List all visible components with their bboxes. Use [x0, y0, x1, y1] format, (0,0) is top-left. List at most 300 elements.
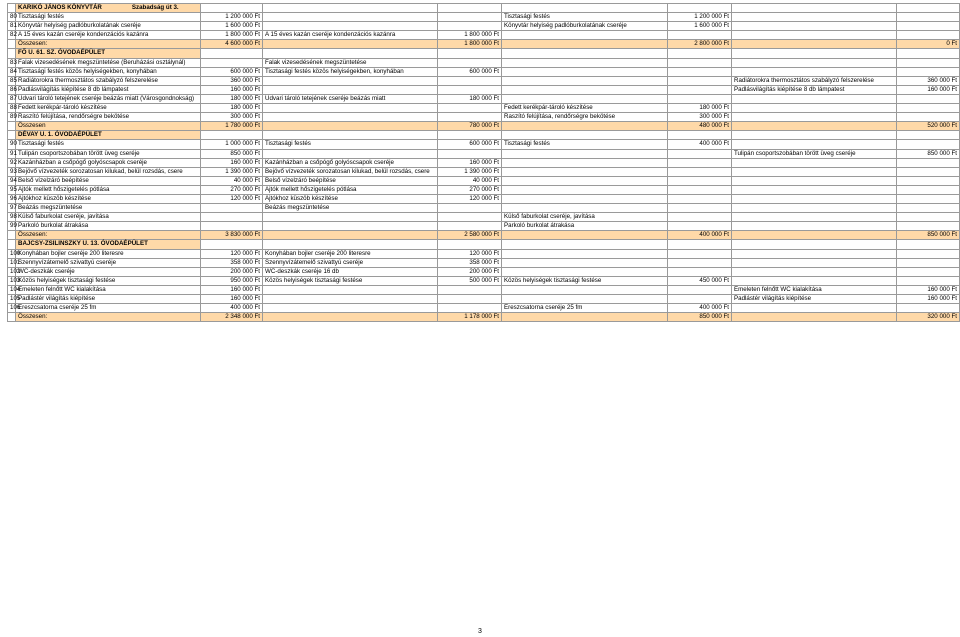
- row-index-cell: [8, 231, 16, 240]
- phase1-amount: 270 000 Ft: [438, 185, 502, 194]
- phase1-description: [263, 304, 438, 313]
- phase1-description: [263, 113, 438, 122]
- row-index-cell: [8, 313, 16, 322]
- phase1-amount: 200 000 Ft: [438, 267, 502, 276]
- phase2-amount: [668, 222, 732, 231]
- phase3-description: [732, 58, 897, 67]
- item-description: Ajtókhoz küszöb készítése: [16, 194, 201, 203]
- phase2-amount: [668, 76, 732, 85]
- phase2-description: [502, 249, 668, 258]
- phase2-amount: [668, 67, 732, 76]
- item-total-amount: 1 000 000 Ft: [201, 140, 263, 149]
- item-total-amount: 40 000 Ft: [201, 176, 263, 185]
- section-title-cell: [16, 49, 201, 58]
- phase2-amount: 1 200 000 Ft: [668, 13, 732, 22]
- phase3-description: [732, 267, 897, 276]
- empty-cell: [263, 4, 438, 13]
- row-number: 84: [8, 67, 16, 76]
- phase3-description: [732, 222, 897, 231]
- section-header-row: [8, 131, 960, 140]
- phase3-amount: [897, 158, 960, 167]
- grand-total-amount: 3 830 000 Ft: [201, 231, 263, 240]
- row-number: 92: [8, 158, 16, 167]
- phase2-description: Közös helyiségek tisztasági festése: [502, 276, 668, 285]
- total-label: Összesen: [16, 122, 201, 131]
- phase3-amount: [897, 94, 960, 103]
- phase3-total-amount: 0 Ft: [897, 40, 960, 49]
- section-header-row: [8, 4, 960, 13]
- phase1-amount: [438, 13, 502, 22]
- table-row: [8, 285, 960, 294]
- item-description: Belső vízelzáró beépítése: [16, 176, 201, 185]
- phase3-description: [732, 67, 897, 76]
- section-address: Szabadság út 3.: [131, 4, 179, 11]
- phase2-description: [502, 85, 668, 94]
- section-title: KARIKÓ JÁNOS KÖNYVTÁR: [18, 4, 102, 11]
- phase1-description: Bejövő vízvezeték sorozatosan kilukad, belül rozsdás, csere: [263, 167, 438, 176]
- item-description: WC-deszkák cseréje: [16, 267, 201, 276]
- total-row: [8, 40, 960, 49]
- phase2-amount: [668, 176, 732, 185]
- empty-cell: [263, 240, 438, 249]
- phase2-description: [502, 76, 668, 85]
- phase1-amount: [438, 222, 502, 231]
- phase1-description: Szennyvízátemelő szivattyú cseréje: [263, 258, 438, 267]
- phase1-amount: 180 000 Ft: [438, 94, 502, 103]
- phase1-amount: [438, 285, 502, 294]
- row-number: 105: [8, 295, 16, 304]
- phase1-total-amount: 2 580 000 Ft: [438, 231, 502, 240]
- phase1-description: [263, 22, 438, 31]
- phase2-description: [502, 285, 668, 294]
- phase1-total-amount: 1 178 000 Ft: [438, 313, 502, 322]
- row-number: 101: [8, 258, 16, 267]
- empty-cell: [201, 49, 263, 58]
- table-row: [8, 267, 960, 276]
- phase1-description: Udvari tároló tetejének cseréje beázás miatt: [263, 94, 438, 103]
- phase3-description: [732, 167, 897, 176]
- item-total-amount: 850 000 Ft: [201, 149, 263, 158]
- phase1-description: Közös helyiségek tisztasági festése: [263, 276, 438, 285]
- empty-cell: [263, 49, 438, 58]
- item-total-amount: 1 390 000 Ft: [201, 167, 263, 176]
- grand-total-amount: 2 348 000 Ft: [201, 313, 263, 322]
- phase1-amount: [438, 22, 502, 31]
- item-description: Udvari tároló tetejének cseréje beázás miatt (Városgondnokság): [16, 94, 201, 103]
- phase2-amount: [668, 194, 732, 203]
- item-total-amount: 270 000 Ft: [201, 185, 263, 194]
- phase1-description: WC-deszkák cseréje 16 db: [263, 267, 438, 276]
- item-description: Tisztasági festés: [16, 140, 201, 149]
- item-description: Tulipán csoportszobában törött üveg cseréje: [16, 149, 201, 158]
- row-number: 88: [8, 104, 16, 113]
- table-row: [8, 76, 960, 85]
- phase2-amount: [668, 31, 732, 40]
- empty-cell: [201, 131, 263, 140]
- table-row: [8, 31, 960, 40]
- phase1-amount: 160 000 Ft: [438, 158, 502, 167]
- phase1-amount: [438, 204, 502, 213]
- item-total-amount: 1 600 000 Ft: [201, 22, 263, 31]
- item-description: Könyvtár helyiség padlóburkolatának cseréje: [16, 22, 201, 31]
- phase1-description: Ajtókhoz küszöb készítése: [263, 194, 438, 203]
- phase2-description: [502, 204, 668, 213]
- phase1-description: Tisztasági festés közös helyiségekben, konyhában: [263, 67, 438, 76]
- phase2-description: [502, 67, 668, 76]
- phase1-amount: 500 000 Ft: [438, 276, 502, 285]
- empty-cell: [263, 122, 438, 131]
- phase3-amount: 160 000 Ft: [897, 85, 960, 94]
- phase2-description: [502, 158, 668, 167]
- phase2-description: Ereszcsatorna cseréje 25 fm: [502, 304, 668, 313]
- section-header-row: [8, 240, 960, 249]
- phase1-description: [263, 295, 438, 304]
- table-row: [8, 304, 960, 313]
- phase3-description: [732, 204, 897, 213]
- phase3-description: [732, 185, 897, 194]
- phase3-amount: [897, 140, 960, 149]
- item-description: Emeleten felnőtt WC kialakítása: [16, 285, 201, 294]
- item-description: Raszító felújítása, rendőrségre bekötése: [16, 113, 201, 122]
- item-total-amount: 160 000 Ft: [201, 85, 263, 94]
- phase2-amount: [668, 167, 732, 176]
- item-total-amount: [201, 213, 263, 222]
- item-total-amount: 358 000 Ft: [201, 258, 263, 267]
- phase3-description: [732, 176, 897, 185]
- empty-cell: [438, 49, 502, 58]
- item-description: Közös helyiségek tisztasági festése: [16, 276, 201, 285]
- phase1-amount: 40 000 Ft: [438, 176, 502, 185]
- phase3-amount: [897, 31, 960, 40]
- phase2-description: [502, 258, 668, 267]
- item-total-amount: 120 000 Ft: [201, 249, 263, 258]
- row-index-cell: [8, 122, 16, 131]
- phase1-description: [263, 149, 438, 158]
- item-total-amount: 160 000 Ft: [201, 295, 263, 304]
- section-title: FŐ U. 61. SZ. ÓVODAÉPÜLET: [18, 49, 105, 57]
- table-row: [8, 140, 960, 149]
- empty-cell: [732, 122, 897, 131]
- row-number: 103: [8, 276, 16, 285]
- empty-cell: [502, 49, 668, 58]
- item-description: Padlásvilágítás kiépítése 8 db lámpatest: [16, 85, 201, 94]
- empty-cell: [897, 131, 960, 140]
- item-total-amount: 950 000 Ft: [201, 276, 263, 285]
- phase3-description: [732, 31, 897, 40]
- phase2-amount: [668, 285, 732, 294]
- row-number: 100: [8, 249, 16, 258]
- phase2-amount: [668, 249, 732, 258]
- grand-total-amount: 4 600 000 Ft: [201, 40, 263, 49]
- item-total-amount: 180 000 Ft: [201, 104, 263, 113]
- empty-cell: [732, 313, 897, 322]
- phase2-amount: [668, 149, 732, 158]
- empty-cell: [502, 231, 668, 240]
- phase3-amount: [897, 258, 960, 267]
- phase1-amount: 600 000 Ft: [438, 140, 502, 149]
- empty-cell: [732, 231, 897, 240]
- phase3-description: [732, 22, 897, 31]
- phase2-description: [502, 194, 668, 203]
- table-row: [8, 104, 960, 113]
- phase3-amount: [897, 249, 960, 258]
- total-row: [8, 122, 960, 131]
- item-total-amount: 160 000 Ft: [201, 285, 263, 294]
- empty-cell: [502, 313, 668, 322]
- phase1-description: A 15 éves kazán cseréje kondenzációs kazánra: [263, 31, 438, 40]
- phase2-amount: 300 000 Ft: [668, 113, 732, 122]
- row-number: 86: [8, 85, 16, 94]
- row-index-cell: [8, 4, 16, 13]
- table-row: [8, 249, 960, 258]
- phase2-total-amount: 400 000 Ft: [668, 231, 732, 240]
- phase3-amount: [897, 204, 960, 213]
- phase2-amount: 400 000 Ft: [668, 304, 732, 313]
- total-label: Összesen:: [16, 313, 201, 322]
- table-row: [8, 67, 960, 76]
- phase3-description: Emeleten felnőtt WC kialakítása: [732, 285, 897, 294]
- item-description: A 15 éves kazán cseréje kondenzációs kazánra: [16, 31, 201, 40]
- empty-cell: [263, 313, 438, 322]
- phase2-description: [502, 31, 668, 40]
- item-total-amount: 160 000 Ft: [201, 158, 263, 167]
- row-index-cell: [8, 131, 16, 140]
- empty-cell: [668, 131, 732, 140]
- phase2-description: Raszító felújítása, rendőrségre bekötése: [502, 113, 668, 122]
- empty-cell: [502, 4, 668, 13]
- item-total-amount: 200 000 Ft: [201, 267, 263, 276]
- row-index-cell: [8, 240, 16, 249]
- total-row: [8, 231, 960, 240]
- phase2-amount: [668, 295, 732, 304]
- phase1-description: Tisztasági festés: [263, 140, 438, 149]
- table-row: [8, 167, 960, 176]
- item-total-amount: 300 000 Ft: [201, 113, 263, 122]
- row-number: 80: [8, 13, 16, 22]
- item-description: Ajtók mellett hőszigetelés pótlása: [16, 185, 201, 194]
- item-description: Külső faburkolat cseréje, javítása: [16, 213, 201, 222]
- phase1-total-amount: 780 000 Ft: [438, 122, 502, 131]
- phase3-total-amount: 850 000 Ft: [897, 231, 960, 240]
- phase3-description: [732, 304, 897, 313]
- section-header-row: [8, 49, 960, 58]
- phase3-description: [732, 213, 897, 222]
- phase2-amount: 180 000 Ft: [668, 104, 732, 113]
- phase2-description: [502, 149, 668, 158]
- empty-cell: [668, 240, 732, 249]
- table-row: [8, 185, 960, 194]
- phase2-amount: 450 000 Ft: [668, 276, 732, 285]
- phase3-description: [732, 158, 897, 167]
- phase3-amount: [897, 267, 960, 276]
- phase2-description: [502, 295, 668, 304]
- item-description: Fedett kerékpár-tároló készítése: [16, 104, 201, 113]
- phase2-amount: 400 000 Ft: [668, 140, 732, 149]
- phase3-description: [732, 249, 897, 258]
- phase1-amount: [438, 104, 502, 113]
- phase2-description: Tisztasági festés: [502, 140, 668, 149]
- phase1-description: Belső vízelzáró beépítése: [263, 176, 438, 185]
- table-row: [8, 85, 960, 94]
- item-description: Konyhában bojler cseréje 200 literesre: [16, 249, 201, 258]
- phase2-description: [502, 185, 668, 194]
- phase3-amount: [897, 213, 960, 222]
- row-number: 97: [8, 204, 16, 213]
- phase2-amount: [668, 94, 732, 103]
- phase2-description: [502, 176, 668, 185]
- row-number: 85: [8, 76, 16, 85]
- phase2-amount: [668, 85, 732, 94]
- empty-cell: [263, 231, 438, 240]
- maintenance-budget-table: [7, 3, 960, 322]
- item-total-amount: 1 800 000 Ft: [201, 31, 263, 40]
- phase1-amount: 120 000 Ft: [438, 249, 502, 258]
- phase1-description: [263, 13, 438, 22]
- row-number: 98: [8, 213, 16, 222]
- item-description: Beázás megszüntetése: [16, 204, 201, 213]
- phase2-total-amount: 2 800 000 Ft: [668, 40, 732, 49]
- row-number: 90: [8, 140, 16, 149]
- table-row: [8, 276, 960, 285]
- empty-cell: [438, 240, 502, 249]
- empty-cell: [732, 40, 897, 49]
- row-index-cell: [8, 40, 16, 49]
- item-description: Radiátorokra thermosztátos szabályzó felszerelése: [16, 76, 201, 85]
- empty-cell: [897, 4, 960, 13]
- phase3-description: [732, 194, 897, 203]
- phase1-amount: [438, 113, 502, 122]
- row-number: 94: [8, 176, 16, 185]
- item-total-amount: [201, 222, 263, 231]
- phase2-amount: [668, 258, 732, 267]
- phase1-amount: 358 000 Ft: [438, 258, 502, 267]
- phase3-total-amount: 320 000 Ft: [897, 313, 960, 322]
- item-description: Tisztasági festés közös helyiségekben, konyhában: [16, 67, 201, 76]
- table-row: [8, 22, 960, 31]
- phase3-total-amount: 520 000 Ft: [897, 122, 960, 131]
- row-number: 93: [8, 167, 16, 176]
- phase1-amount: [438, 76, 502, 85]
- phase3-description: Padlástér világítás kiépítése: [732, 295, 897, 304]
- empty-cell: [732, 131, 897, 140]
- phase3-amount: [897, 304, 960, 313]
- empty-cell: [201, 240, 263, 249]
- phase3-amount: 850 000 Ft: [897, 149, 960, 158]
- phase2-amount: [668, 158, 732, 167]
- phase3-amount: 160 000 Ft: [897, 285, 960, 294]
- total-label: Összesen:: [16, 40, 201, 49]
- item-description: Padlástér világítás kiépítése: [16, 295, 201, 304]
- phase3-description: [732, 94, 897, 103]
- table-row: [8, 295, 960, 304]
- empty-cell: [732, 49, 897, 58]
- phase1-description: Ajtók mellett hőszigetelés pótlása: [263, 185, 438, 194]
- table-row: [8, 158, 960, 167]
- phase3-amount: [897, 176, 960, 185]
- empty-cell: [502, 122, 668, 131]
- row-number: 106: [8, 304, 16, 313]
- total-label: Összesen:: [16, 231, 201, 240]
- phase1-description: Falak vizesedésének megszüntetése: [263, 58, 438, 67]
- phase1-description: [263, 213, 438, 222]
- phase2-amount: [668, 204, 732, 213]
- row-number: 81: [8, 22, 16, 31]
- phase2-total-amount: 850 000 Ft: [668, 313, 732, 322]
- item-description: Bejövő vízvezeték sorozatosan kilukad, belül rozsdás, csere: [16, 167, 201, 176]
- empty-cell: [668, 4, 732, 13]
- phase1-amount: [438, 213, 502, 222]
- item-description: Parkoló burkolat átrakása: [16, 222, 201, 231]
- row-number: 83: [8, 58, 16, 67]
- empty-cell: [502, 131, 668, 140]
- row-number: 96: [8, 194, 16, 203]
- phase2-amount: [668, 267, 732, 276]
- section-title-cell: [16, 240, 201, 249]
- row-number: 87: [8, 94, 16, 103]
- item-total-amount: 400 000 Ft: [201, 304, 263, 313]
- table-row: [8, 113, 960, 122]
- table-row: [8, 94, 960, 103]
- phase1-description: Beázás megszüntetése: [263, 204, 438, 213]
- empty-cell: [668, 49, 732, 58]
- empty-cell: [438, 4, 502, 13]
- phase2-amount: [668, 58, 732, 67]
- phase1-amount: 120 000 Ft: [438, 194, 502, 203]
- section-title: BAJCSY-ZSILINSZKY U. 13. ÓVODAÉPÜLET: [18, 240, 148, 248]
- phase3-amount: [897, 276, 960, 285]
- table-row: [8, 213, 960, 222]
- phase1-total-amount: 1 800 000 Ft: [438, 40, 502, 49]
- phase2-amount: 1 600 000 Ft: [668, 22, 732, 31]
- item-description: Ereszcsatorna cseréje 25 fm: [16, 304, 201, 313]
- phase3-amount: [897, 22, 960, 31]
- phase3-amount: 160 000 Ft: [897, 295, 960, 304]
- phase2-description: Tisztasági festés: [502, 13, 668, 22]
- table-row: [8, 204, 960, 213]
- phase3-amount: [897, 185, 960, 194]
- phase2-description: [502, 167, 668, 176]
- grand-total-amount: 1 780 000 Ft: [201, 122, 263, 131]
- section-title: DÉVAY U. 1. ÓVODAÉPÜLET: [18, 131, 102, 139]
- row-number: 104: [8, 285, 16, 294]
- phase2-description: Fedett kerékpár-tároló készítése: [502, 104, 668, 113]
- phase1-amount: [438, 295, 502, 304]
- phase3-amount: [897, 222, 960, 231]
- phase2-description: [502, 94, 668, 103]
- empty-cell: [438, 131, 502, 140]
- item-total-amount: 120 000 Ft: [201, 194, 263, 203]
- item-description: Szennyvízátemelő szivattyú cseréje: [16, 258, 201, 267]
- phase3-description: Padlásvilágítás kiépítése 8 db lámpatest: [732, 85, 897, 94]
- item-total-amount: 360 000 Ft: [201, 76, 263, 85]
- phase3-amount: [897, 113, 960, 122]
- phase3-amount: [897, 167, 960, 176]
- table-row: [8, 258, 960, 267]
- item-description: Kazánházban a csőpógő golyóscsapok cseréje: [16, 158, 201, 167]
- phase1-description: [263, 76, 438, 85]
- phase3-description: [732, 13, 897, 22]
- phase3-description: Tulipán csoportszobában törött üveg cseréje: [732, 149, 897, 158]
- row-index-cell: [8, 49, 16, 58]
- phase3-description: Radiátorokra thermosztátos szabályzó felszerelése: [732, 76, 897, 85]
- phase1-description: [263, 104, 438, 113]
- empty-cell: [502, 40, 668, 49]
- row-number: 82: [8, 31, 16, 40]
- item-description: Tisztasági festés: [16, 13, 201, 22]
- phase3-amount: 360 000 Ft: [897, 76, 960, 85]
- empty-cell: [201, 4, 263, 13]
- phase3-description: [732, 140, 897, 149]
